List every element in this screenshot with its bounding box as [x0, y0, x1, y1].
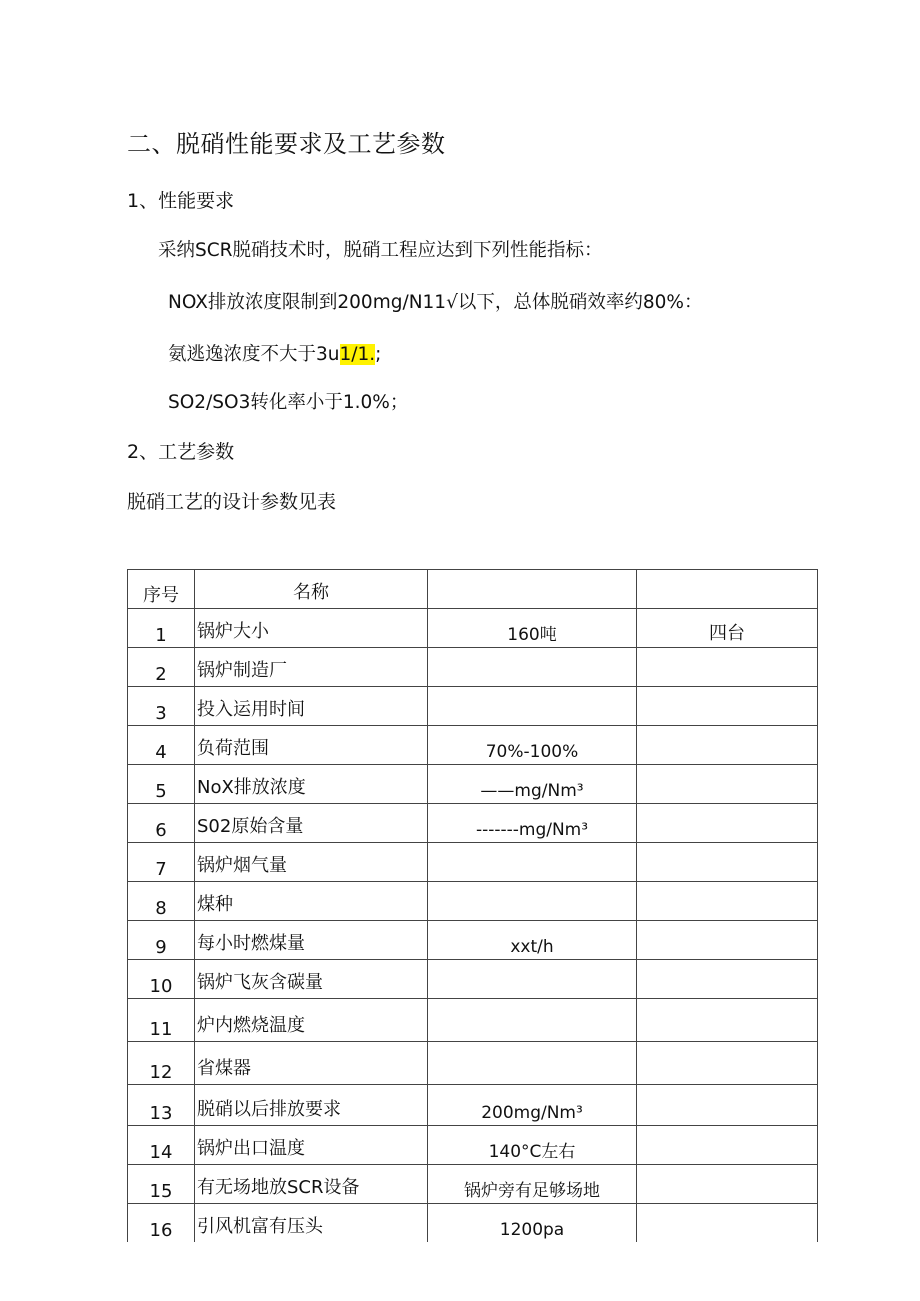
row-extra [637, 765, 818, 804]
table-row [128, 765, 818, 804]
table-row [128, 843, 818, 882]
row-number: 11 [128, 999, 195, 1042]
row-name: 锅炉出口温度 [195, 1126, 428, 1165]
table-row [128, 609, 818, 648]
row-name: 引风机富有压头 [195, 1204, 428, 1243]
table-row [128, 1085, 818, 1126]
row-number: 7 [128, 843, 195, 882]
row-value: 160吨 [428, 609, 637, 648]
row-name: 炉内燃烧温度 [195, 999, 428, 1042]
row-number: 5 [128, 765, 195, 804]
row-extra [637, 687, 818, 726]
section-heading-process-params: 2、工艺参数 [127, 441, 235, 463]
row-name: 锅炉烟气量 [195, 843, 428, 882]
row-value: 1200pa [428, 1204, 637, 1243]
row-name: 煤种 [195, 882, 428, 921]
table-row [128, 726, 818, 765]
row-name: 负荷范围 [195, 726, 428, 765]
row-value: ——mg∕Nm³ [428, 765, 637, 804]
table-row [128, 1165, 818, 1204]
row-number: 15 [128, 1165, 195, 1204]
row-extra [637, 882, 818, 921]
row-number: 2 [128, 648, 195, 687]
table-row [128, 999, 818, 1042]
header-value [428, 570, 637, 609]
page-title: 二、脱硝性能要求及工艺参数 [127, 130, 446, 158]
row-extra [637, 999, 818, 1042]
row-number: 3 [128, 687, 195, 726]
header-extra [637, 570, 818, 609]
row-number: 10 [128, 960, 195, 999]
row-extra [637, 1042, 818, 1085]
highlighted-text: 1∕1. [339, 344, 376, 365]
row-value: -------mg∕Nm³ [428, 804, 637, 843]
table-row [128, 804, 818, 843]
row-name: 锅炉飞灰含碳量 [195, 960, 428, 999]
ammonia-suffix: ; [375, 344, 382, 365]
row-name: 脱硝以后排放要求 [195, 1085, 428, 1126]
row-value [428, 1042, 637, 1085]
table-row [128, 1126, 818, 1165]
table-row [128, 648, 818, 687]
row-name: 锅炉制造厂 [195, 648, 428, 687]
row-number: 6 [128, 804, 195, 843]
process-parameter-table [127, 569, 818, 1242]
header-name: 名称 [195, 570, 428, 609]
row-number: 16 [128, 1204, 195, 1243]
table-row [128, 1042, 818, 1085]
section-heading-performance: 1、性能要求 [127, 190, 235, 212]
row-value: 70%-100% [428, 726, 637, 765]
row-extra [637, 1204, 818, 1243]
row-value [428, 960, 637, 999]
requirement-so2-conversion: SO2/SO3转化率小于1.0%； [168, 392, 409, 413]
row-value [428, 843, 637, 882]
row-number: 12 [128, 1042, 195, 1085]
row-name: 锅炉大小 [195, 609, 428, 648]
row-extra [637, 648, 818, 687]
performance-intro: 采纳SCR脱硝技术时，脱硝工程应达到下列性能指标： [158, 240, 603, 261]
requirement-ammonia-slip [168, 340, 381, 366]
row-name: 有无场地放SCR设备 [195, 1165, 428, 1204]
row-name: S02原始含量 [195, 804, 428, 843]
row-extra [637, 960, 818, 999]
row-name: 每小时燃煤量 [195, 921, 428, 960]
row-value: 锅炉旁有足够场地 [428, 1165, 637, 1204]
row-value [428, 648, 637, 687]
table-row [128, 687, 818, 726]
row-number: 4 [128, 726, 195, 765]
ammonia-text: 氨逃逸浓度不大于3u [168, 344, 340, 365]
row-extra [637, 804, 818, 843]
row-extra: 四台 [637, 609, 818, 648]
row-name: 投入运用时间 [195, 687, 428, 726]
row-value: 140°C左右 [428, 1126, 637, 1165]
row-extra [637, 1165, 818, 1204]
row-value [428, 882, 637, 921]
row-extra [637, 726, 818, 765]
table-row [128, 1204, 818, 1243]
header-no: 序号 [128, 570, 195, 609]
row-extra [637, 843, 818, 882]
table-row [128, 960, 818, 999]
row-value: 200mg∕Nm³ [428, 1085, 637, 1126]
table-row [128, 882, 818, 921]
row-number: 1 [128, 609, 195, 648]
row-number: 13 [128, 1085, 195, 1126]
table-header-row [128, 570, 818, 609]
row-extra [637, 1085, 818, 1126]
table-caption: 脱硝工艺的设计参数见表 [127, 491, 337, 513]
row-value [428, 999, 637, 1042]
row-number: 14 [128, 1126, 195, 1165]
row-number: 8 [128, 882, 195, 921]
row-name: 省煤器 [195, 1042, 428, 1085]
row-number: 9 [128, 921, 195, 960]
row-extra [637, 1126, 818, 1165]
row-value: xxt/h [428, 921, 637, 960]
row-extra [637, 921, 818, 960]
table-row [128, 921, 818, 960]
requirement-nox: NOX排放浓度限制到200mg∕N11√以下，总体脱硝效率约80%： [168, 292, 703, 313]
row-name: NoX排放浓度 [195, 765, 428, 804]
row-value [428, 687, 637, 726]
